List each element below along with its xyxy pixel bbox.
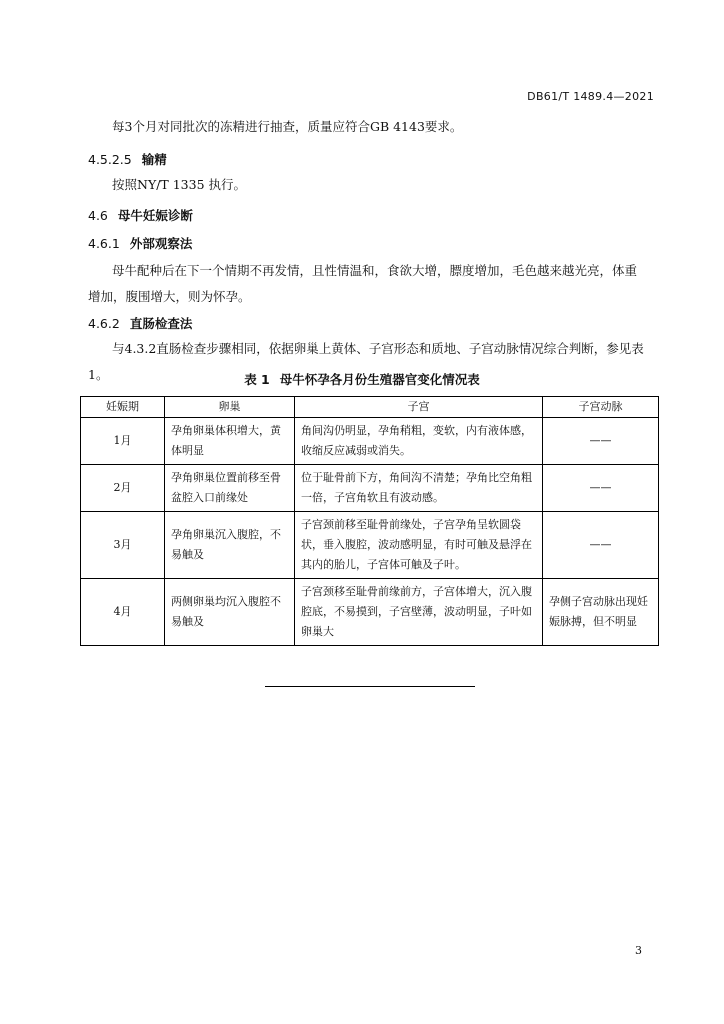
section-heading-461 [88,234,192,252]
cell-month: 3月 [81,512,165,579]
section-number: 4.6.2 [88,316,120,331]
cell-uterus: 位于耻骨前下方，角间沟不清楚；孕角比空角粗一倍，子宫角软且有波动感。 [295,465,543,512]
paragraph-semen-check: 每3个月对同批次的冻精进行抽查，质量应符合GB 4143要求。 [112,119,463,134]
section-title: 输精 [141,152,167,167]
cell-ovary: 两侧卵巢均沉入腹腔不易触及 [165,579,295,646]
section-number: 4.5.2.5 [88,152,132,167]
cell-ovary: 孕角卵巢位置前移至骨盆腔入口前缘处 [165,465,295,512]
cell-artery: —— [543,418,659,465]
cell-artery: 孕侧子宫动脉出现妊娠脉搏，但不明显 [543,579,659,646]
cell-month: 2月 [81,465,165,512]
paragraph-rectal: 与4.3.2直肠检查步骤相同，依据卵巢上黄体、子宫形态和质地、子宫动脉情况综合判断，参见表1。 [88,341,644,382]
page-number: 3 [635,944,642,957]
section-heading-4525 [88,150,167,168]
section-heading-462 [88,314,192,332]
section-number: 4.6 [88,208,108,223]
cell-ovary: 孕角卵巢体积增大，黄体明显 [165,418,295,465]
table-title: 母牛怀孕各月份生殖器官变化情况表 [279,372,480,387]
table-header-row [81,397,659,418]
cell-uterus: 子宫颈移至耻骨前缘前方，子宫体增大，沉入腹腔底，不易摸到，子宫壁薄，波动明显，子叶如卵巢大 [295,579,543,646]
section-title: 直肠检查法 [129,316,193,331]
header-uterus: 子宫 [295,397,543,418]
section-number: 4.6.1 [88,236,120,251]
cell-month: 4月 [81,579,165,646]
header-gestation: 妊娠期 [81,397,165,418]
document-code: DB61/T 1489.4—2021 [527,90,654,103]
end-rule [265,686,475,687]
table-number: 表 1 [244,372,270,387]
cell-artery: —— [543,512,659,579]
table-caption [0,370,724,388]
table-row [81,465,659,512]
cell-uterus: 子宫颈前移至耻骨前缘处，子宫孕角呈软圆袋状，垂入腹腔，波动感明显，有时可触及悬浮在其内的胎儿，子宫体可触及子叶。 [295,512,543,579]
cell-artery: —— [543,465,659,512]
section-title: 外部观察法 [129,236,193,251]
pregnancy-changes-table [80,396,659,646]
header-uterine-artery: 子宫动脉 [543,397,659,418]
header-ovary: 卵巢 [165,397,295,418]
paragraph-observation: 母牛配种后在下一个情期不再发情，且性情温和，食欲大增，膘度增加，毛色越来越光亮，体重增加，腹围增大，则为怀孕。 [88,263,638,304]
paragraph-insemination: 按照NY/T 1335 执行。 [112,177,246,192]
cell-ovary: 孕角卵巢沉入腹腔，不易触及 [165,512,295,579]
section-title: 母牛妊娠诊断 [117,208,193,223]
table-row [81,579,659,646]
section-heading-46 [88,206,193,224]
table-row [81,418,659,465]
cell-uterus: 角间沟仍明显，孕角稍粗，变软，内有液体感，收缩反应减弱或消失。 [295,418,543,465]
cell-month: 1月 [81,418,165,465]
table-row [81,512,659,579]
